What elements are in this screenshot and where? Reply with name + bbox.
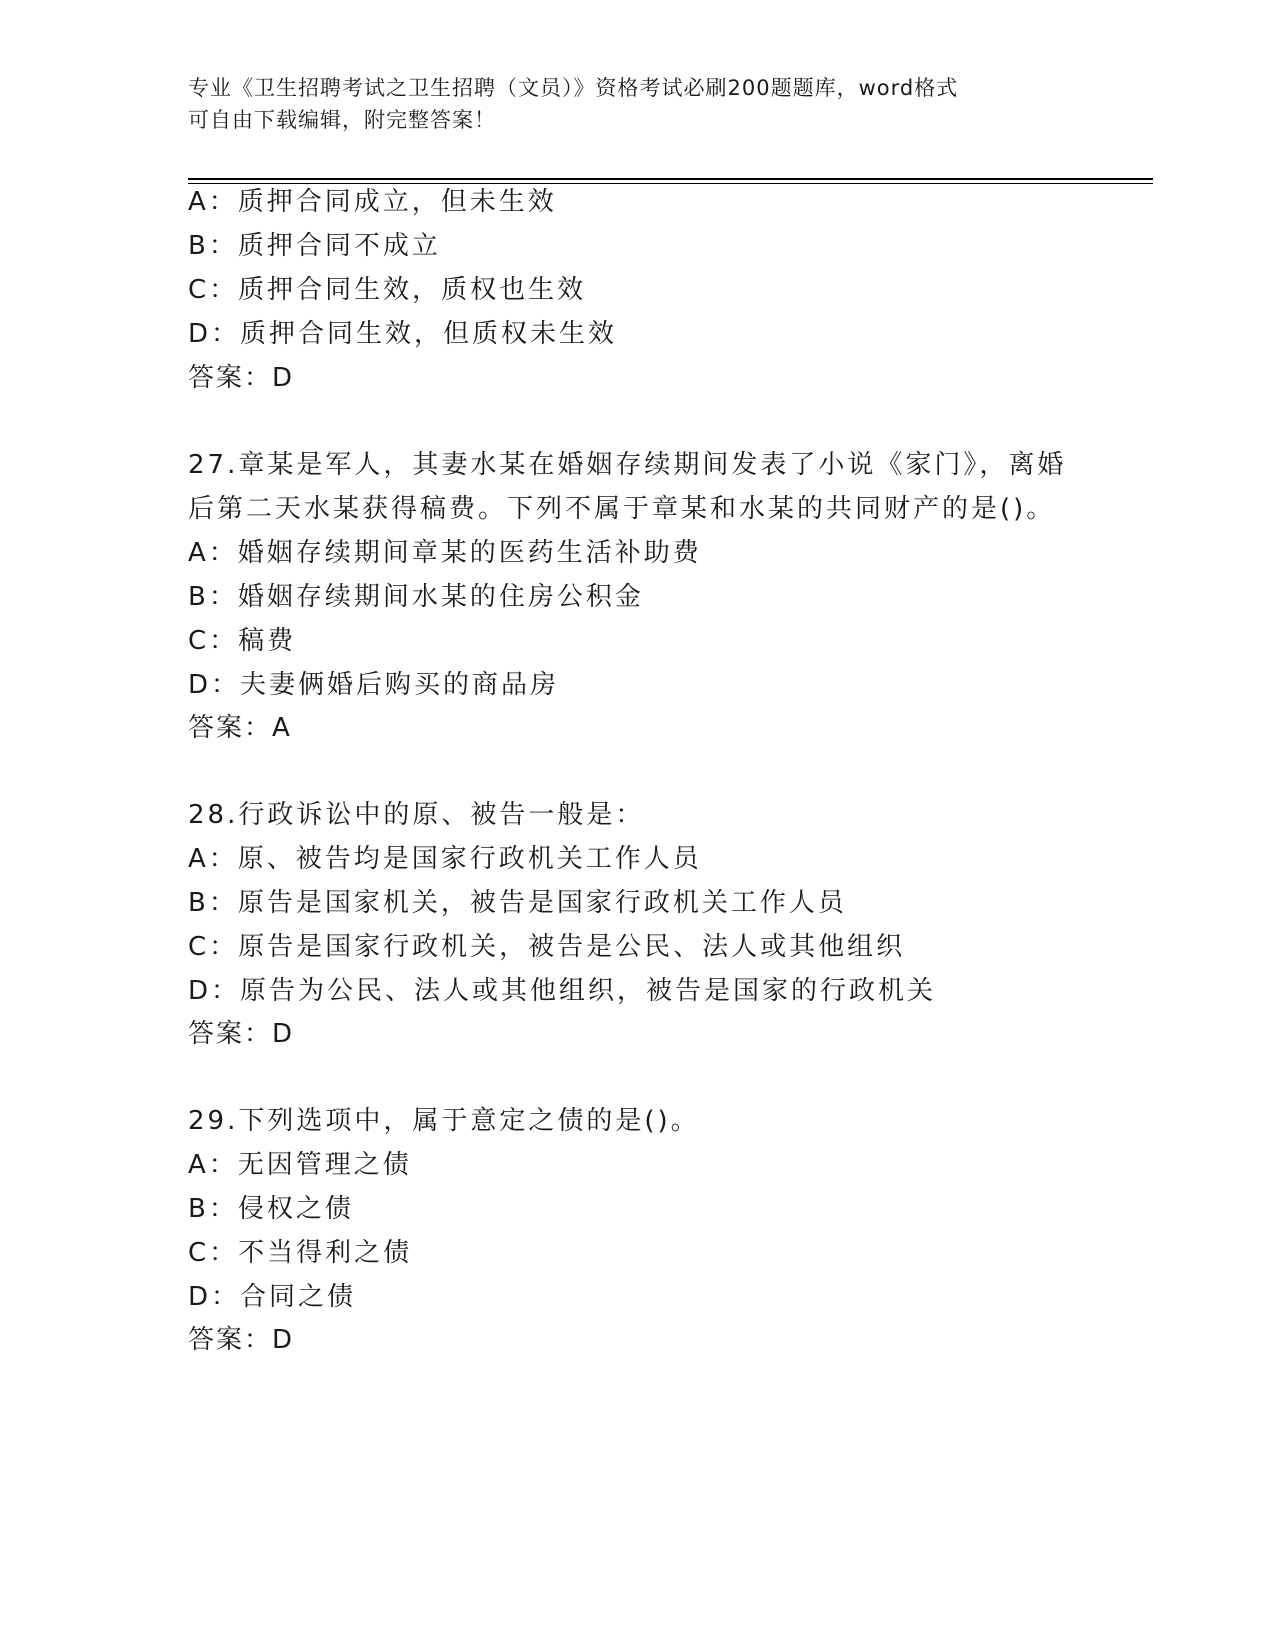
header-title-line-1: 专业《卫生招聘考试之卫生招聘（文员）》资格考试必刷200题题库，word格式 [188,76,959,100]
q27-stem-line-1: 27.章某是军人，其妻水某在婚姻存续期间发表了小说《家门》，离婚 [188,450,1067,480]
q28-option-b: B：原告是国家机关，被告是国家行政机关工作人员 [188,888,847,918]
q28-answer [188,1017,293,1051]
q28-option-c: C：原告是国家行政机关，被告是公民、法人或其他组织 [188,932,906,962]
q27-option-d: D：夫妻俩婚后购买的商品房 [188,670,560,700]
q27-answer [188,711,291,745]
q29-option-a: A：无因管理之债 [188,1150,412,1180]
q26-answer [188,361,293,395]
q29-option-c: C：不当得利之债 [188,1238,413,1268]
q27-option-c: C：稿费 [188,626,297,656]
q26-option-d: D：质押合同生效，但质权未生效 [188,319,618,349]
q27-stem-line-2: 后第二天水某获得稿费。下列不属于章某和水某的共同财产的是()。 [188,494,1056,524]
answer-value: A [272,713,291,743]
answer-label: 答案： [188,713,273,743]
header-title-line-2: 可自由下载编辑，附完整答案！ [188,108,496,132]
header-divider-thin [188,183,1153,184]
header-divider-thick [188,178,1153,180]
q27-option-a: A：婚姻存续期间章某的医药生活补助费 [188,538,702,568]
q26-option-b: B：质押合同不成立 [188,231,441,261]
q28-option-a: A：原、被告均是国家行政机关工作人员 [188,844,702,874]
answer-value: D [272,1019,294,1049]
q29-option-b: B：侵权之债 [188,1194,354,1224]
answer-label: 答案： [188,1325,273,1355]
document-header [188,72,1088,136]
q29-stem-line-1: 29.下列选项中，属于意定之债的是()。 [188,1106,700,1136]
q28-option-d: D：原告为公民、法人或其他组织，被告是国家的行政机关 [188,976,937,1006]
answer-value: D [272,1325,294,1355]
answer-label: 答案： [188,1019,273,1049]
q27-option-b: B：婚姻存续期间水某的住房公积金 [188,582,644,612]
q26-option-a: A：质押合同成立，但未生效 [188,187,557,217]
q28-stem-line-1: 28.行政诉讼中的原、被告一般是： [188,800,645,830]
answer-value: D [272,363,294,393]
answer-label: 答案： [188,363,273,393]
q29-answer [188,1323,293,1357]
q29-option-d: D：合同之债 [188,1282,357,1312]
q26-option-c: C：质押合同生效，质权也生效 [188,275,587,305]
